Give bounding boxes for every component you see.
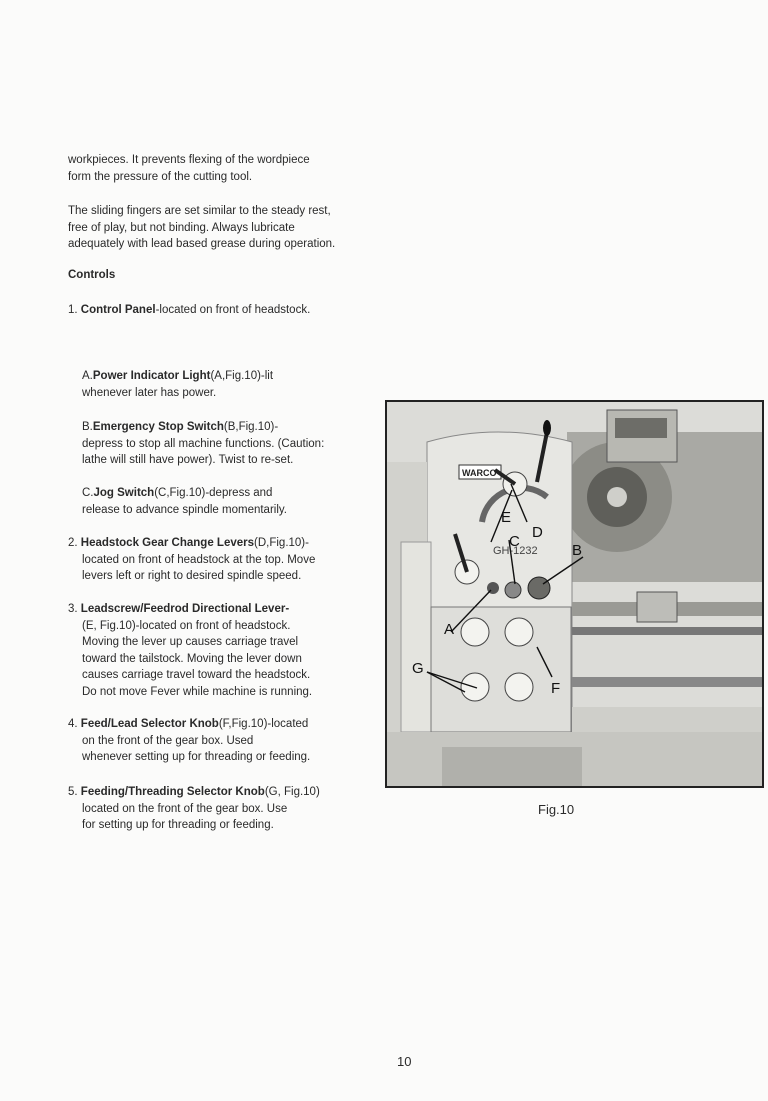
sub-line: release to advance spindle momentarily. bbox=[82, 503, 287, 516]
callout-f: F bbox=[551, 680, 561, 697]
item-ref: (G, Fig.10) bbox=[264, 786, 320, 798]
gearbox-knob bbox=[505, 673, 533, 701]
sub-ref: (C,Fig.10)-depress and bbox=[154, 487, 273, 499]
callout-b: B bbox=[572, 542, 583, 559]
callout-g: G bbox=[412, 660, 424, 677]
item-line: located on front of headstock at the top. Move bbox=[82, 553, 316, 566]
intro-line: form the pressure of the cutting tool. bbox=[68, 170, 253, 183]
sub-line: whenever later has power. bbox=[82, 386, 217, 399]
sliding-line: free of play, but not binding. Always lubricate bbox=[68, 221, 295, 234]
sliding-paragraph bbox=[68, 203, 335, 253]
item-number: 1. bbox=[68, 304, 81, 316]
sub-prefix: B. bbox=[82, 421, 93, 433]
sub-prefix: A. bbox=[82, 370, 93, 382]
figure-caption: Fig.10 bbox=[538, 802, 575, 817]
brand-plate-text: WARCO bbox=[462, 468, 497, 478]
item-number: 3. bbox=[68, 603, 81, 615]
lathe-photo bbox=[387, 402, 762, 786]
item-line: located on the front of the gear box. Use bbox=[82, 802, 288, 815]
sub-title: Jog Switch bbox=[93, 487, 155, 499]
item-feeding-threading-selector bbox=[68, 784, 320, 834]
item-line: (E, Fig.10)-located on front of headstock. bbox=[82, 619, 291, 632]
item-title: Feeding/Threading Selector Knob bbox=[80, 786, 265, 798]
item-gear-change-levers bbox=[68, 535, 315, 585]
item-title: Control Panel bbox=[80, 304, 156, 316]
callout-c: C bbox=[509, 533, 520, 550]
page-number: 10 bbox=[397, 1054, 412, 1069]
sliding-line: The sliding fingers are set similar to the steady rest, bbox=[68, 205, 331, 217]
item-directional-lever bbox=[68, 601, 312, 700]
subitem-jog-switch bbox=[82, 485, 287, 518]
sub-ref: (A,Fig.10)-lit bbox=[210, 370, 274, 382]
item-title: Leadscrew/Feedrod Directional Lever- bbox=[80, 603, 290, 615]
intro-paragraph bbox=[68, 152, 310, 185]
gearbox-knob bbox=[505, 618, 533, 646]
item-line: levers left or right to desired spindle speed. bbox=[82, 570, 302, 582]
intro-line: workpieces. It prevents flexing of the wordpiece bbox=[68, 154, 310, 166]
item-number: 2. bbox=[68, 537, 81, 549]
model-text: GH-1232 bbox=[493, 545, 538, 557]
sub-prefix: C. bbox=[82, 487, 94, 499]
sub-title: Power Indicator Light bbox=[92, 370, 211, 382]
gearbox-knob bbox=[461, 618, 489, 646]
item-control-panel bbox=[68, 302, 310, 319]
item-line: on the front of the gear box. Used bbox=[82, 734, 254, 747]
callout-a: A bbox=[444, 621, 455, 638]
callout-e: E bbox=[501, 509, 512, 526]
sliding-line: adequately with lead based grease during operation. bbox=[68, 238, 336, 250]
item-title: Headstock Gear Change Levers bbox=[80, 537, 255, 549]
item-text: -located on front of headstock. bbox=[155, 304, 311, 316]
item-title: Feed/Lead Selector Knob bbox=[80, 718, 219, 730]
sub-ref: (B,Fig.10)- bbox=[223, 421, 279, 433]
item-number: 4. bbox=[68, 718, 81, 730]
item-number: 5. bbox=[68, 786, 81, 798]
sub-line: depress to stop all machine functions. (Caution: bbox=[82, 437, 325, 450]
item-line: whenever setting up for threading or feeding. bbox=[82, 751, 311, 763]
item-feed-lead-selector bbox=[68, 716, 310, 766]
subitem-power-indicator bbox=[82, 368, 273, 401]
item-line: for setting up for threading or feeding. bbox=[82, 819, 274, 831]
item-line: Moving the lever up causes carriage travel bbox=[82, 636, 299, 648]
lathe-figure bbox=[385, 400, 764, 788]
subitem-emergency-stop bbox=[82, 419, 324, 469]
jog-button bbox=[505, 582, 521, 598]
sub-title: Emergency Stop Switch bbox=[92, 421, 224, 433]
item-ref: (F,Fig.10)-located bbox=[218, 718, 309, 730]
controls-heading: Controls bbox=[68, 269, 116, 281]
emergency-stop-button bbox=[528, 577, 550, 599]
item-line: toward the tailstock. Moving the lever down bbox=[82, 652, 302, 665]
item-ref: (D,Fig.10)- bbox=[254, 537, 309, 549]
item-line: causes carriage travel toward the headstock. bbox=[82, 669, 311, 681]
callout-d: D bbox=[532, 524, 543, 541]
sub-line: lathe will still have power). Twist to re-set. bbox=[82, 454, 294, 466]
item-line: Do not move Fever while machine is running. bbox=[82, 685, 313, 698]
